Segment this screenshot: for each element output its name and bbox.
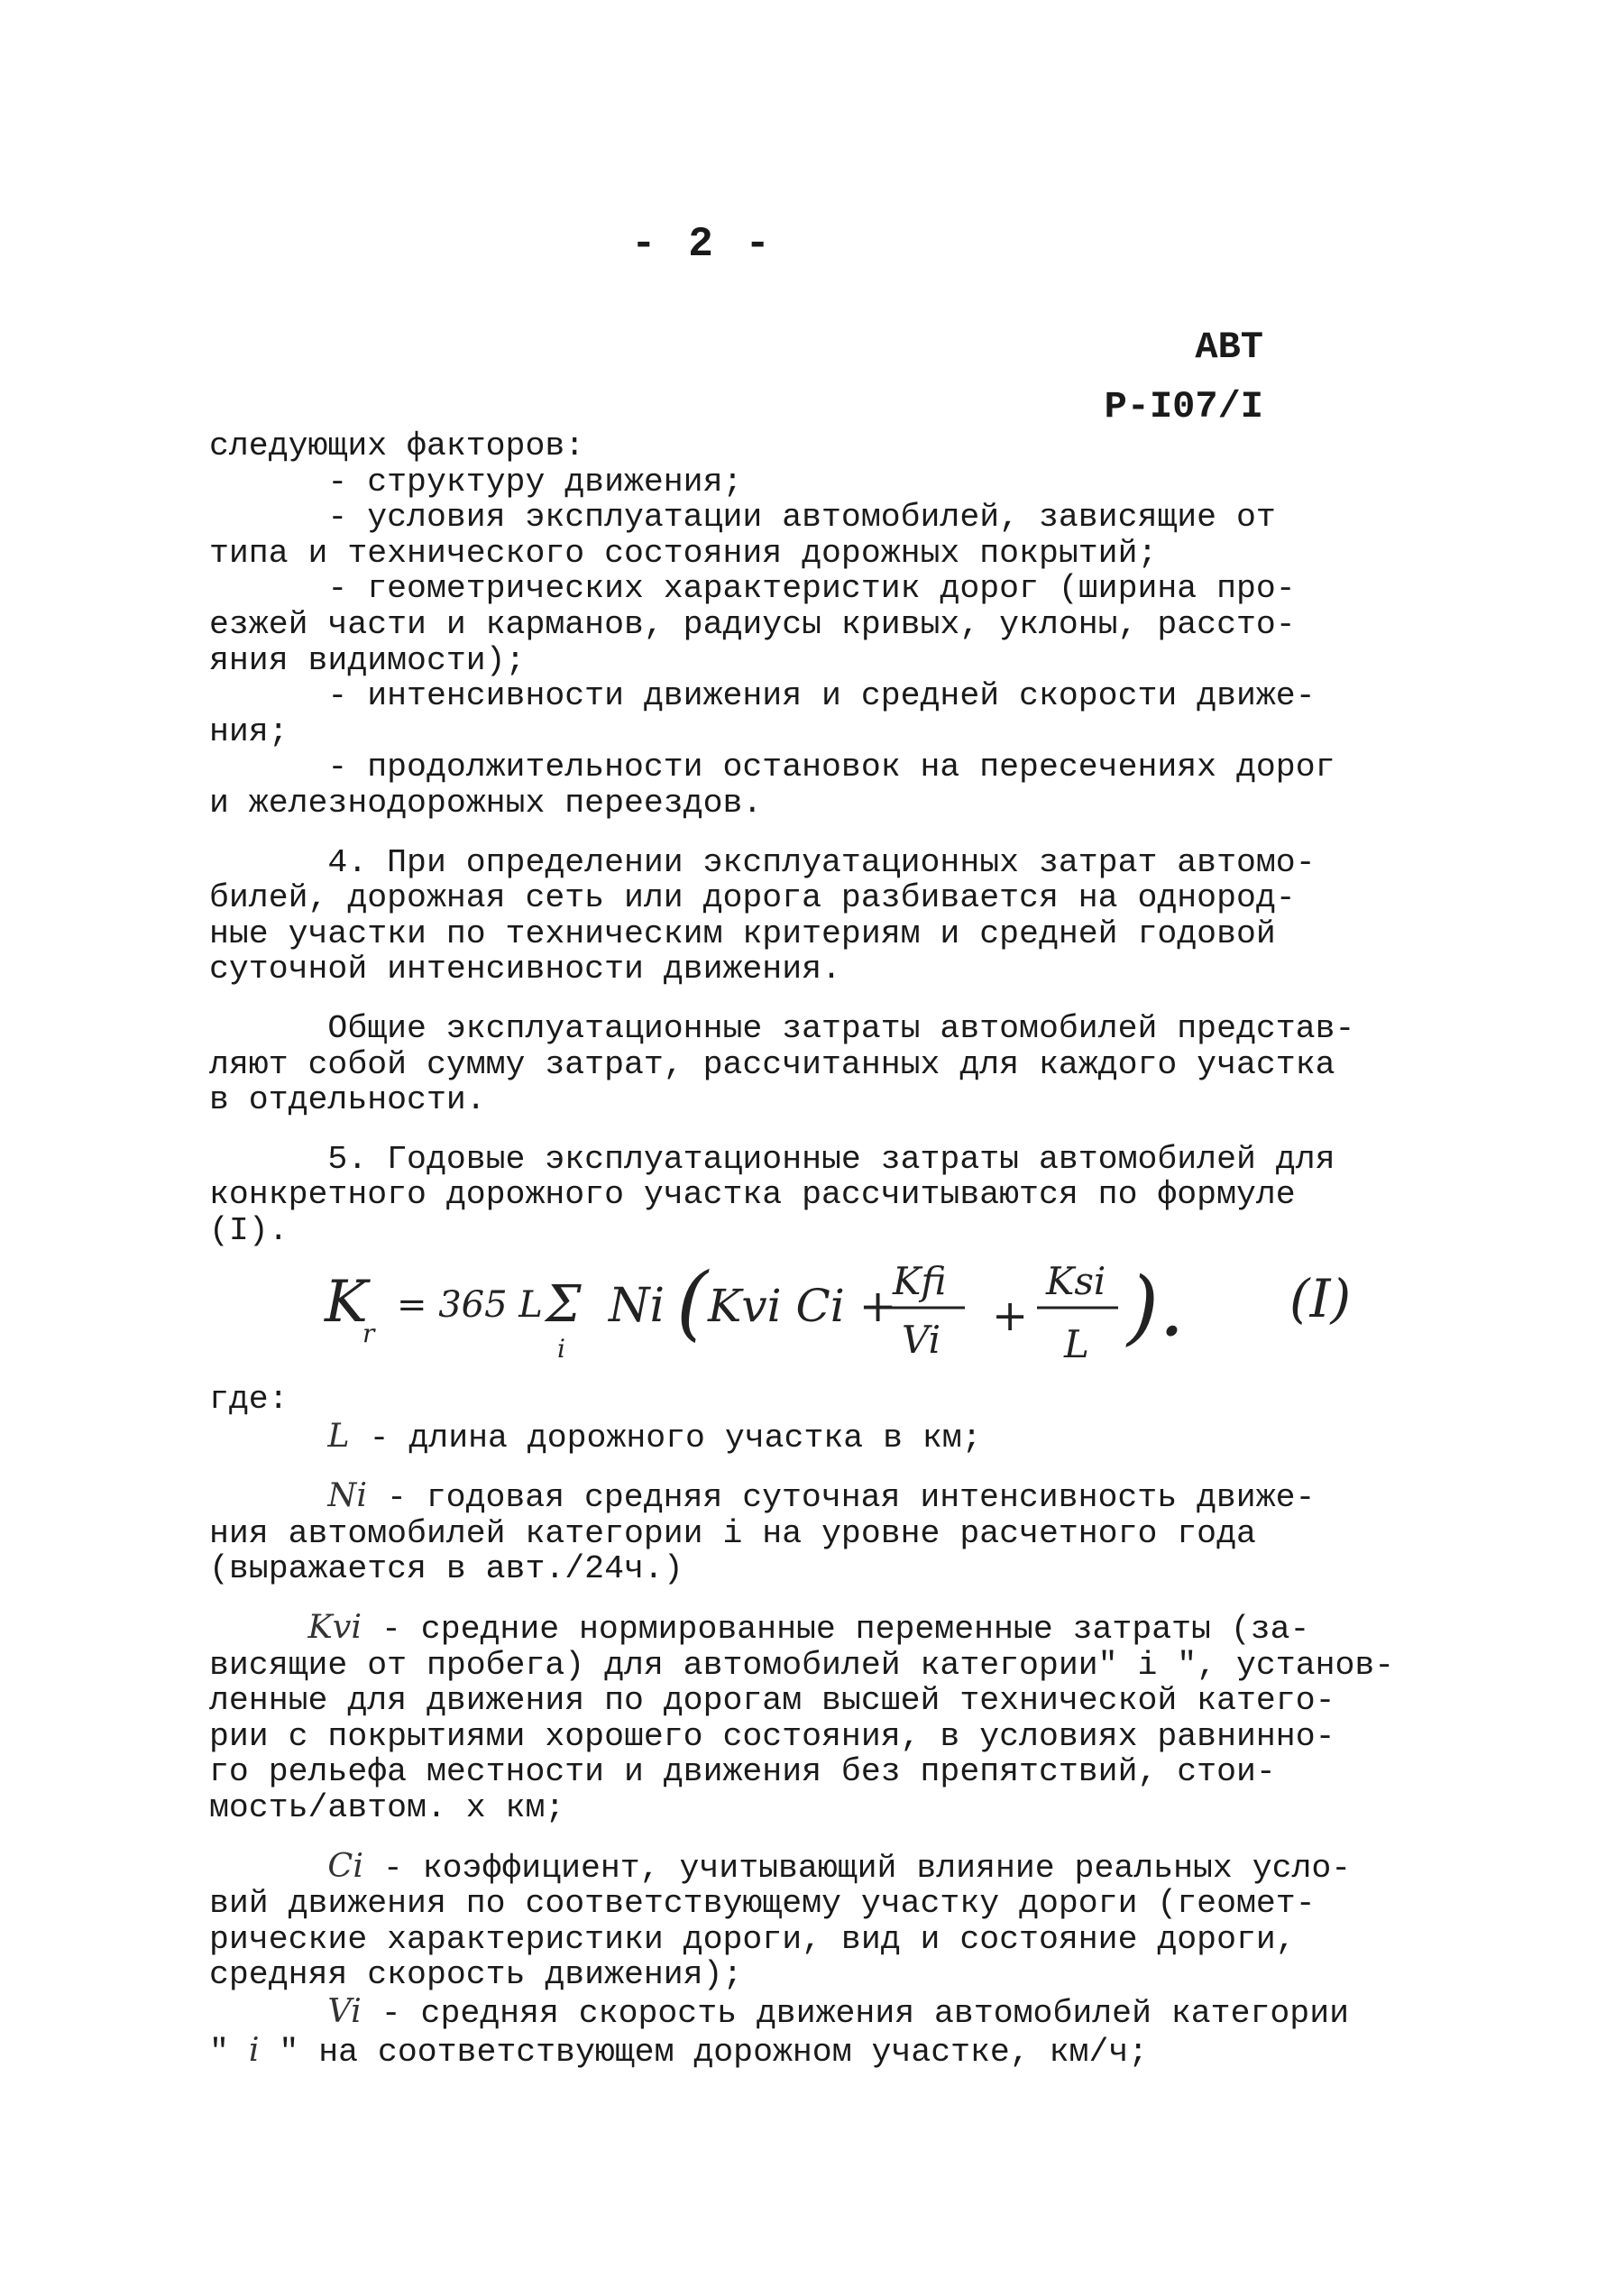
text-line: - интенсивности движения и средней скорости движе- xyxy=(209,677,1316,715)
formula-paren-open: ( xyxy=(676,1255,709,1350)
text-line: средняя скорость движения); xyxy=(209,1956,743,1994)
def-kvi-text: - средние нормированные переменные затраты (за- xyxy=(362,1610,1310,1648)
text-line: яния видимости); xyxy=(209,641,526,679)
text-line: ляют собой сумму затрат, рассчитанных для каждого участка xyxy=(209,1045,1335,1083)
symbol-kvi: Kvi xyxy=(307,1606,362,1646)
body-text xyxy=(209,428,1390,1248)
text-line: - продолжительности остановок на пересечениях дорог xyxy=(209,749,1335,786)
text-line: билей, дорожная сеть или дорога разбивается на однород- xyxy=(209,879,1296,917)
text-line: ния автомобилей категории i на уровне расчетного года xyxy=(209,1514,1256,1552)
document-code-line1: АВТ xyxy=(1195,326,1263,369)
formula-number: (I) xyxy=(1289,1268,1352,1329)
text-line: ные участки по техническим критериям и средней годовой xyxy=(209,914,1276,952)
text-line: вий движения по соответствующему участку дороги (геомет- xyxy=(209,1885,1316,1923)
text-line: конкретного дорожного участка рассчитываются по формуле xyxy=(209,1176,1296,1214)
text-line: рии с покрытиями хорошего состояния, в условиях равнинно- xyxy=(209,1717,1335,1755)
formula-lhs: K xyxy=(325,1269,368,1336)
formula-sum-sub: i xyxy=(557,1334,565,1364)
def-vi-text2: " на соответствующем дорожном участке, км/ч; xyxy=(259,2033,1149,2071)
def-ci xyxy=(209,1845,1399,1887)
formula-plus: + xyxy=(992,1291,1029,1341)
text-line: ленные для движения по дорогам высшей технической катего- xyxy=(209,1682,1335,1720)
document-code xyxy=(1105,317,1263,437)
def-l xyxy=(209,1415,1399,1457)
formula-paren-close: ). xyxy=(1127,1260,1185,1355)
text-line: 5. Годовые эксплуатационные затраты автомобилей для xyxy=(209,1140,1335,1178)
def-ci-text: - коэффициент, учитывающий влияние реальных усло- xyxy=(363,1849,1352,1887)
formula-graphic xyxy=(307,1245,1389,1389)
def-vi-line2 xyxy=(209,2029,1399,2071)
def-ni xyxy=(209,1477,1399,1516)
text-line: - условия эксплуатации автомобилей, зависящие от xyxy=(209,499,1276,537)
symbol-l: L xyxy=(327,1415,350,1455)
text-line: в отдельности. xyxy=(209,1081,486,1119)
def-ni-text: - годовая средняя суточная интенсивность движе- xyxy=(367,1479,1316,1517)
text-line: рические характеристики дороги, вид и состояние дороги, xyxy=(209,1920,1296,1958)
formula-kvi: Kvi Ci + xyxy=(708,1280,897,1332)
page-number: - 2 - xyxy=(631,221,775,268)
formula-frac2-num: Ksi xyxy=(1046,1259,1106,1303)
definitions xyxy=(209,1382,1399,2070)
def-l-text: - длина дорожного участка в км; xyxy=(349,1419,982,1457)
symbol-vi: Vi xyxy=(327,1990,362,2030)
text-line: ния; xyxy=(209,712,289,750)
text-line: (выражается в авт./24ч.) xyxy=(209,1550,684,1588)
formula-frac1-num: Kfi xyxy=(893,1259,947,1303)
formula-frac1-den: Vi xyxy=(902,1318,941,1362)
formula-eq: = 365 L xyxy=(397,1284,543,1326)
text-line: (I). xyxy=(209,1211,289,1249)
def-kvi xyxy=(209,1606,1399,1648)
formula-frac2-den: L xyxy=(1064,1322,1089,1366)
text-line: Общие эксплуатационные затраты автомобилей представ- xyxy=(209,1009,1355,1047)
text-line: суточной интенсивности движения. xyxy=(209,951,841,988)
def-vi-text: - средняя скорость движения автомобилей категории xyxy=(361,1994,1350,2032)
formula-lhs-sub: r xyxy=(362,1319,375,1348)
symbol-i: i xyxy=(248,2029,260,2069)
symbol-ci: Ci xyxy=(327,1845,364,1885)
text-line: висящие от пробега) для автомобилей категории" i ", установ- xyxy=(209,1646,1395,1684)
formula-sum: Σ xyxy=(546,1275,582,1334)
formula-1 xyxy=(307,1245,1389,1389)
def-vi xyxy=(209,1990,1399,2032)
formula-ni: Ni xyxy=(609,1279,665,1333)
where-label: где: xyxy=(209,1381,289,1418)
document-code-line2: Р-I07/I xyxy=(1104,385,1263,428)
text-line: и железнодорожных переездов. xyxy=(209,784,763,822)
text-line: типа и технического состояния дорожных покрытий; xyxy=(209,534,1158,572)
text-line: мость/автом. х км; xyxy=(209,1788,565,1826)
text-line: - геометрических характеристик дорог (ширина про- xyxy=(209,570,1296,608)
symbol-ni: Ni xyxy=(327,1475,368,1515)
text-line: - структуру движения; xyxy=(209,463,743,501)
text-line: 4. При определении эксплуатационных затрат автомо- xyxy=(209,843,1316,881)
text-line: следующих факторов: xyxy=(209,427,585,464)
text-line: езжей части и карманов, радиусы кривых, уклоны, рассто- xyxy=(209,605,1296,643)
text-line: го рельефа местности и движения без препятствий, стои- xyxy=(209,1753,1276,1791)
quote-open: " xyxy=(209,2033,249,2071)
